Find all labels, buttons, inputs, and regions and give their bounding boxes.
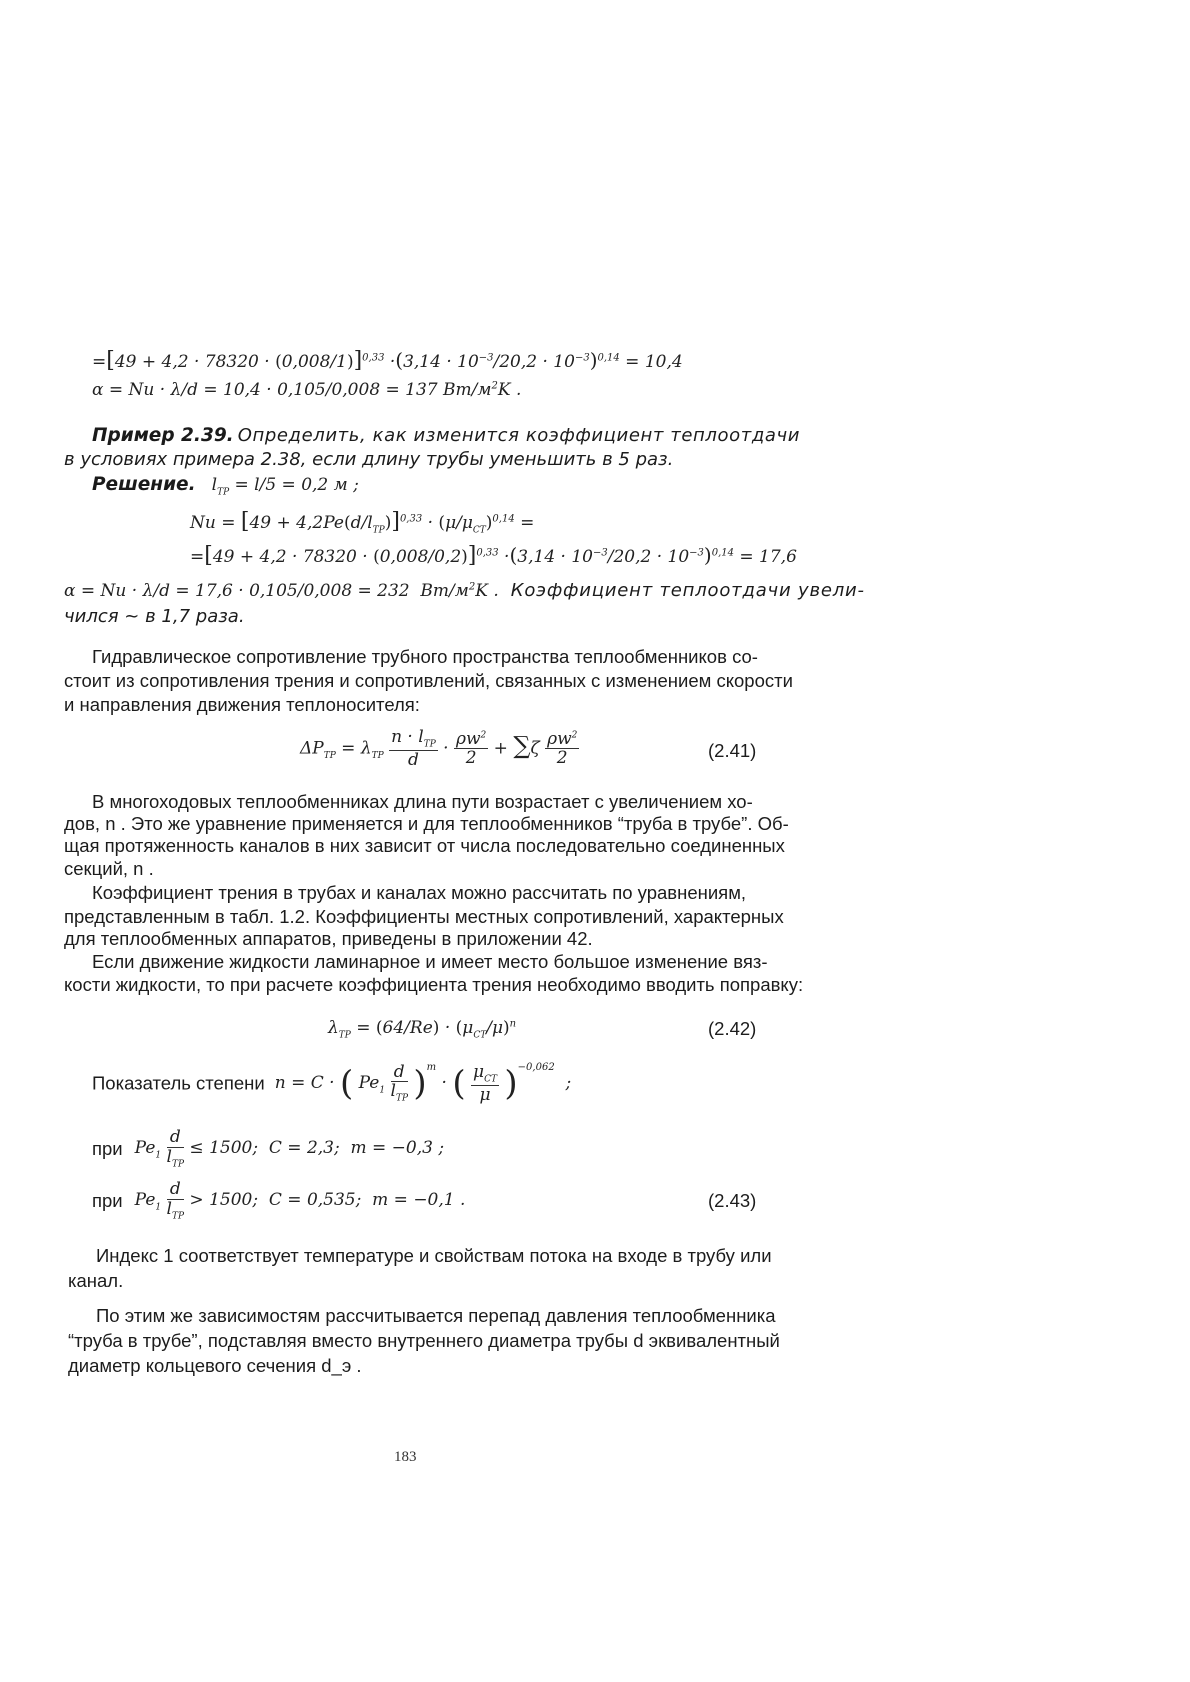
exponent-label: Показатель степени — [92, 1072, 265, 1094]
continuation-formula-1: $=[49 + 4,2 \cdot 78320 \cdot (0,008/1)]^{0,33} \cdot(3,14 \cdot 10^{-3}/20,2 \cdot 10^{-3})^{0,14} = 10,4$ — [92, 348, 683, 373]
paragraph-2-line-1: В многоходовых теплообменниках длина пути возрастает с увеличением хо- — [92, 791, 753, 812]
example-text-1: Определить, как изменится коэффициент теплоотдачи — [237, 425, 801, 446]
alpha-formula: α = Nu · λ/d = 17,6 · 0,105/0,008 = 232 $Вт/м^2K$ . — [64, 581, 499, 601]
condition-1-line — [92, 1128, 444, 1170]
equation-2-42-number: (2.42) — [708, 1018, 757, 1039]
paragraph-6-line-2: канал. — [68, 1270, 124, 1291]
example-header-line — [92, 425, 801, 446]
solution-line — [92, 474, 359, 497]
paragraph-2-line-3: щая протяженность каналов в них зависит от числа последовательно соединенных — [64, 835, 785, 856]
condition-1-formula: $Pe_1$ $\frac{d}{l_{ТР}}$ ≤ 1500; C = 2,3; m = −0,3 ; — [134, 1127, 445, 1170]
paragraph-3-line-3: для теплообменных аппаратов, приведены в приложении 42. — [64, 928, 593, 949]
paragraph-2-line-2: дов, n . Это же уравнение применяется и для теплообменников “труба в трубе”. Об- — [64, 813, 789, 834]
paragraph-1-line-3: и направления движения теплоносителя: — [64, 694, 420, 715]
paragraph-3-line-1: Коэффициент трения в трубах и каналах можно рассчитать по уравнениям, — [92, 882, 747, 903]
nu-formula-2: $=[49 + 4,2 \cdot 78320 \cdot (0,008/0,2)]^{0,33} \cdot(3,14 \cdot 10^{-3}/20,2 \cdot 10^{-3})^{0,14} = 17,6$ — [190, 543, 797, 568]
paragraph-4-line-2: кости жидкости, то при расчете коэффициента трения необходимо вводить поправку: — [64, 974, 804, 995]
continuation-formula-2: α = Nu · λ/d = 10,4 · 0,105/0,008 = 137 $Вт/м^2K$ . — [92, 380, 522, 400]
conclusion-a: Коэффициент теплоотдачи увели- — [510, 580, 865, 601]
paragraph-7-line-1: По этим же зависимостям рассчитывается перепад давления теплообменника — [96, 1305, 776, 1326]
paragraph-3-line-2: представленным в табл. 1.2. Коэффициенты местных сопротивлений, характерных — [64, 906, 784, 927]
page-number: 183 — [394, 1449, 417, 1465]
nu-formula-1: $Nu = [49 + 4,2Pe(d/l_{ТР})]^{0,33} \cdot (\mu/\mu_{СТ})^{0,14}$ = — [190, 509, 535, 536]
example-text-2: в условиях примера 2.38, если длину трубы уменьшить в 5 раз. — [64, 449, 674, 470]
equation-2-42: $\lambda_{ТР} = (64/Re) \cdot (\mu_{СТ}/\mu)^n$ — [328, 1018, 517, 1041]
paragraph-7-line-2: “труба в трубе”, подставляя вместо внутреннего диаметра трубы d эквивалентный — [68, 1330, 780, 1351]
paragraph-1-line-1: Гидравлическое сопротивление трубного пространства теплообменников со- — [92, 646, 758, 667]
condition-2-formula: $Pe_1$ $\frac{d}{l_{ТР}}$ > 1500; C = 0,535; m = −0,1 . — [134, 1179, 466, 1222]
alpha-conclusion-line — [64, 580, 865, 601]
exponent-line — [92, 1062, 571, 1104]
equation-2-41-number: (2.41) — [708, 740, 757, 761]
example-title: Пример 2.39. — [92, 425, 234, 446]
solution-formula: $l_{ТР} = l/5 = 0,2$ м ; — [211, 475, 359, 498]
conclusion-b: чился ~ в 1,7 раза. — [64, 606, 245, 627]
paragraph-6-line-1: Индекс 1 соответствует температуре и свойствам потока на входе в трубу или — [96, 1245, 772, 1266]
paragraph-1-line-2: стоит из сопротивления трения и сопротивлений, связанных с изменением скорости — [64, 670, 793, 691]
exponent-formula: n = C · ( $Pe_1$ $\frac{d}{l_{ТР}}$ )$^m$ · ( $\frac{\mu_{СТ}}{\mu}$ )$^{-0,062}$ ; — [274, 1061, 572, 1105]
condition-1-when: при — [92, 1137, 123, 1159]
solution-label: Решение. — [92, 474, 196, 495]
paragraph-2-line-4: секций, n . — [64, 858, 154, 879]
paragraph-4-line-1: Если движение жидкости ламинарное и имеет место большое изменение вяз- — [92, 951, 768, 972]
paragraph-7-line-3: диаметр кольцевого сечения d_э . — [68, 1355, 362, 1376]
condition-2-line — [92, 1180, 465, 1222]
condition-2-when: при — [92, 1189, 123, 1211]
equation-2-41: $\Delta P_{ТР} = \lambda_{ТР}$ $\frac{n \cdot l_{ТР}}{d}$ · $\frac{\rho w^2}{2}$ + ∑ζ $\frac{\rho w^2}{2}$ — [300, 727, 578, 771]
equation-2-43-number: (2.43) — [708, 1190, 757, 1211]
